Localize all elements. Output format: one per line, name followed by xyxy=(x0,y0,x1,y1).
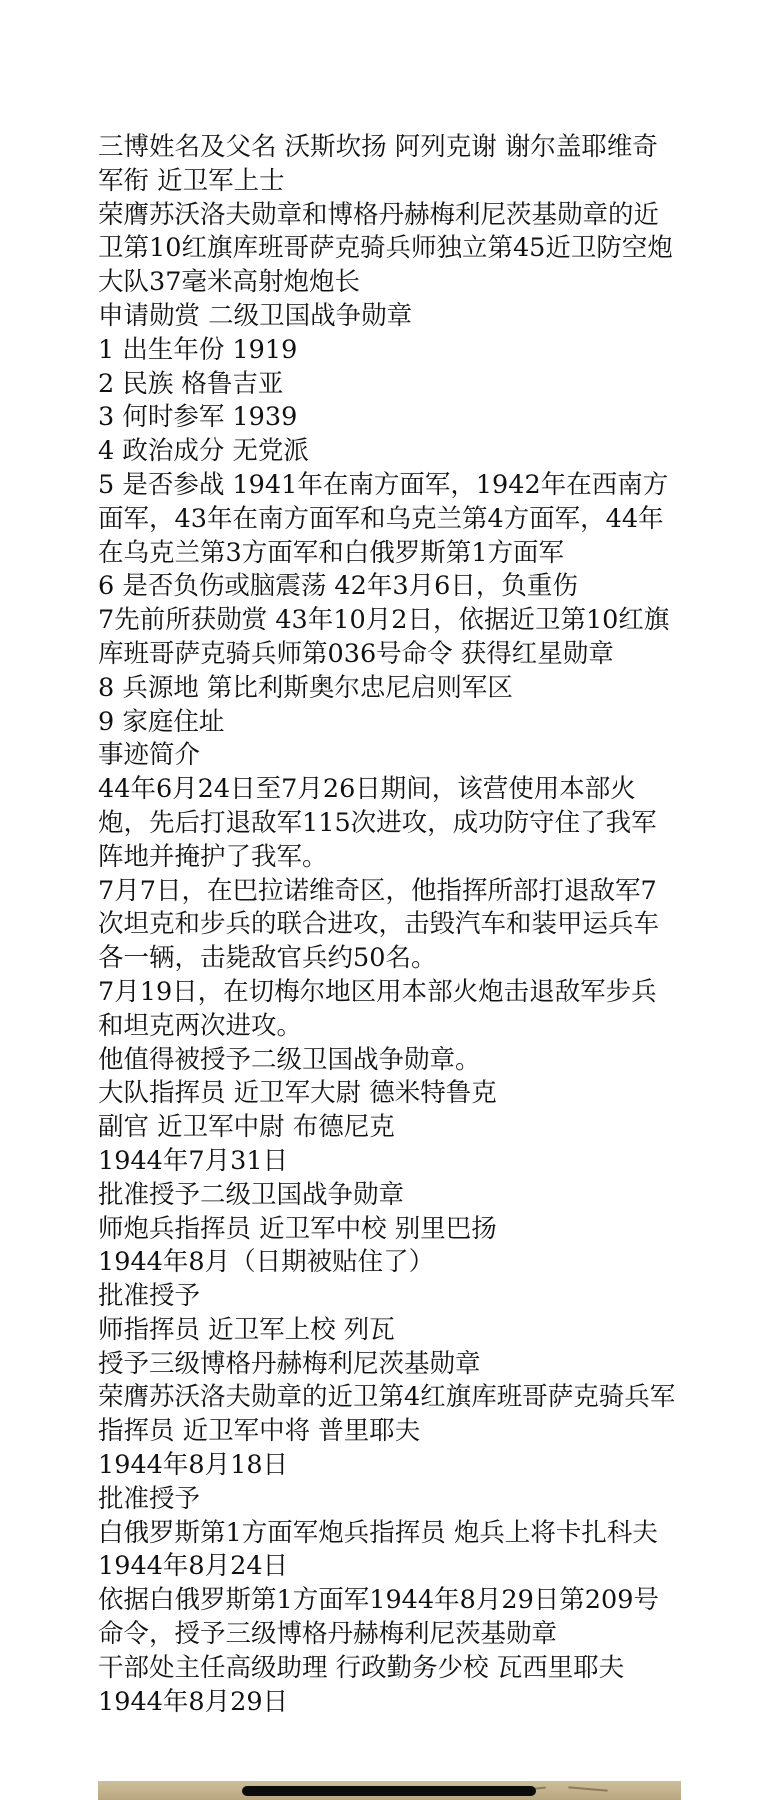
text-line: 1944年8月18日 xyxy=(98,1450,289,1481)
text-line: 5 是否参战 1941年在南方面军，1942年在西南方面军，43年在南方面军和乌克兰第4方面军，44年在乌克兰第3方面军和白俄罗斯第1方面军 xyxy=(98,469,669,568)
text-line: 44年6月24日至7月26日期间，该营使用本部火炮，先后打退敌军115次进攻，成功防守住了我军阵地并掩护了我军。 xyxy=(98,774,657,872)
text-line: 师指挥员 近卫军上校 列瓦 xyxy=(98,1314,395,1345)
text-line: 荣膺苏沃洛夫勋章和博格丹赫梅利尼茨基勋章的近卫第10红旗库班哥萨克骑兵师独立第45近卫防空炮大队37毫米高射炮炮长 xyxy=(98,199,673,298)
text-line: 授予三级博格丹赫梅利尼茨基勋章 xyxy=(98,1348,481,1379)
text-line: 白俄罗斯第1方面军炮兵指挥员 炮兵上将卡扎科夫 xyxy=(98,1517,658,1548)
text-line: 8 兵源地 第比利斯奥尔忠尼启则军区 xyxy=(98,672,513,703)
handwriting-stroke xyxy=(568,1786,608,1791)
text-line: 1944年7月31日 xyxy=(98,1145,289,1176)
text-line: 9 家庭住址 xyxy=(98,706,225,737)
text-line: 1944年8月（日期被贴住了） xyxy=(98,1247,435,1278)
text-line: 4 政治成分 无党派 xyxy=(98,436,309,467)
text-line: 师炮兵指挥员 近卫军中校 别里巴扬 xyxy=(98,1213,497,1244)
text-line: 1 出生年份 1919 xyxy=(98,334,298,365)
text-line: 3 何时参军 1939 xyxy=(98,402,298,433)
home-indicator-bar[interactable] xyxy=(242,1786,536,1796)
text-line: 7月7日，在巴拉诺维奇区，他指挥所部打退敌军7次坦克和步兵的联合进攻，击毁汽车和装甲运兵车各一辆，击毙敌官兵约50名。 xyxy=(98,875,660,974)
text-line: 荣膺苏沃洛夫勋章的近卫第4红旗库班哥萨克骑兵军指挥员 近卫军中将 普里耶夫 xyxy=(98,1382,676,1447)
text-line: 7先前所获勋赏 43年10月2日，依据近卫第10红旗库班哥萨克骑兵师第036号命令 获得红星勋章 xyxy=(98,605,670,669)
text-line: 申请勋赏 二级卫国战争勋章 xyxy=(98,300,413,331)
text-line: 三博姓名及父名 沃斯坎扬 阿列克谢 谢尔盖耶维奇 xyxy=(98,132,658,162)
text-line: 批准授予 xyxy=(98,1281,201,1312)
text-line: 事迹简介 xyxy=(98,740,201,771)
text-line: 副官 近卫军中尉 布德尼克 xyxy=(98,1112,395,1143)
text-line: 依据白俄罗斯第1方面军1944年8月29日第209号命令，授予三级博格丹赫梅利尼茨基勋章 xyxy=(98,1585,659,1650)
document-text xyxy=(98,131,681,1719)
text-line: 1944年8月24日 xyxy=(98,1551,289,1582)
text-line: 干部处主任高级助理 行政勤务少校 瓦西里耶夫 xyxy=(98,1652,625,1683)
text-line: 军衔 近卫军上士 xyxy=(98,165,285,196)
text-line: 批准授予二级卫国战争勋章 xyxy=(98,1179,405,1210)
text-line: 大队指挥员 近卫军大尉 德米特鲁克 xyxy=(98,1078,497,1109)
text-line: 6 是否负伤或脑震荡 42年3月6日，负重伤 xyxy=(98,571,578,602)
text-line: 7月19日，在切梅尔地区用本部火炮击退敌军步兵和坦克两次进攻。 xyxy=(98,976,657,1041)
text-line: 批准授予 xyxy=(98,1483,201,1514)
text-line: 1944年8月29日 xyxy=(98,1686,289,1717)
text-line: 他值得被授予二级卫国战争勋章。 xyxy=(98,1044,481,1075)
text-line: 2 民族 格鲁吉亚 xyxy=(98,368,284,399)
